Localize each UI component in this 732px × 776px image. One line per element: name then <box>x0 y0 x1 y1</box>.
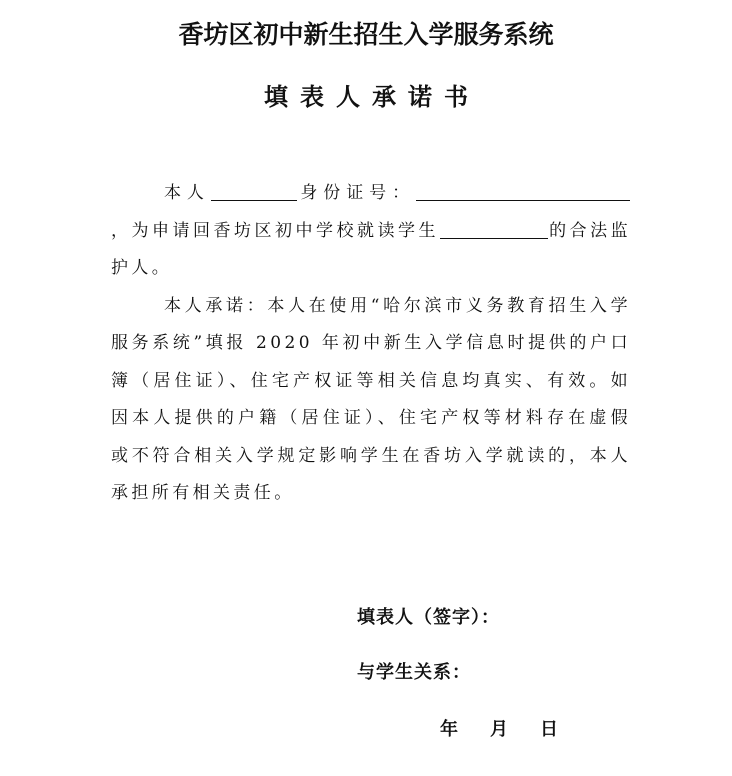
document-subtitle: 填表人承诺书 <box>264 83 480 111</box>
guardian-declaration-paragraph <box>111 175 631 288</box>
date-line <box>440 717 558 743</box>
self-label: 本人 <box>164 183 210 203</box>
commitment-body <box>111 175 631 513</box>
date-month-label: 月 <box>490 719 508 740</box>
guardian-name-blank <box>211 181 297 201</box>
relation-label: 与学生关系： <box>357 662 471 683</box>
application-text: ，为申请回香坊区初中学校就读学生 <box>111 220 439 241</box>
student-name-blank <box>440 219 548 239</box>
signature-label: 填表人（签字）： <box>357 607 500 628</box>
id-number-label: 身份证号： <box>297 183 415 203</box>
guardian-suffix-text: 的合法监护人。 <box>111 220 631 278</box>
date-day-label: 日 <box>540 719 558 740</box>
id-number-blank <box>416 181 630 201</box>
commitment-paragraph: 本人承诺：本人在使用“哈尔滨市义务教育招生入学服务系统”填报 2020 年初中新生入学信息时提供的户口簿（居住证）、住宅产权证等相关信息均真实、有效。如因本人提供的户籍（居住证）、住宅产权等材料存在虚假或不符合相关入学规定影响学生在香坊入学就读的，本人承担所有相关责任。 <box>111 295 631 503</box>
date-year-label: 年 <box>440 719 458 740</box>
page-title: 香坊区初中新生招生入学服务系统 <box>178 20 554 49</box>
